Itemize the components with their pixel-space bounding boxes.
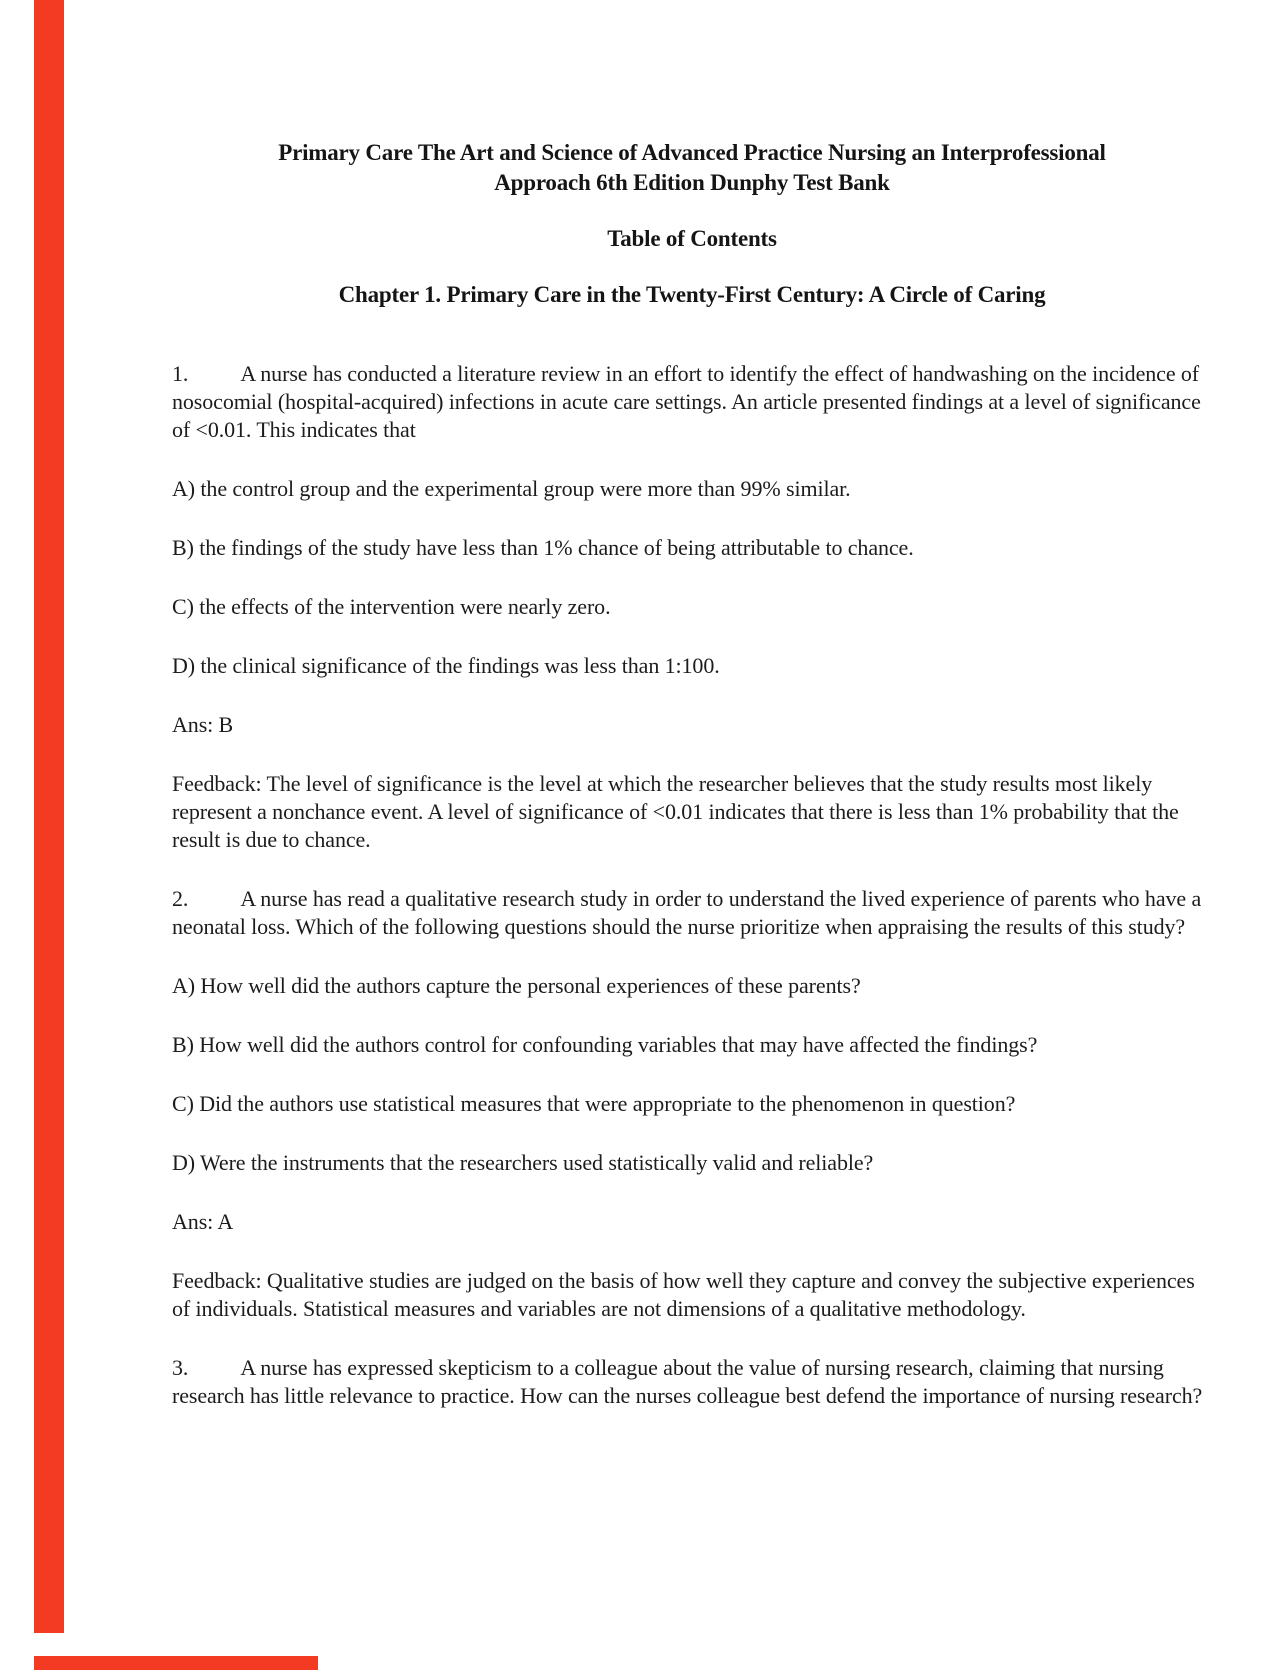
left-red-highlight-bar [34,0,64,1633]
document-title [172,138,1212,198]
question-2-option-b: B) How well did the authors control for confounding variables that may have affected the findings? [172,1032,1038,1057]
question-3-text: A nurse has expressed skepticism to a colleague about the value of nursing research, claiming that nursing research has little relevance to practice. How can the nurses colleague best defend the importance of nursing research? [172,1355,1203,1408]
document-title-line2: Approach 6th Edition Dunphy Test Bank [494,170,890,195]
bottom-red-highlight-bar [34,1656,318,1670]
chapter-heading: Chapter 1. Primary Care in the Twenty-First Century: A Circle of Caring [338,282,1046,307]
document-page [172,138,1212,1441]
question-1-feedback: Feedback: The level of significance is the level at which the researcher believes that the study results most likely represent a nonchance event. A level of significance of <0.01 indicates that there is less than 1% probability that the result is due to chance. [172,771,1179,852]
question-3-stem [172,1354,1212,1410]
question-1-answer: Ans: B [172,712,234,737]
question-2-stem [172,885,1212,941]
question-2-answer: Ans: A [172,1209,234,1234]
question-1-option-c: C) the effects of the intervention were nearly zero. [172,594,611,619]
document-title-line1: Primary Care The Art and Science of Advanced Practice Nursing an Interprofessional [278,140,1106,165]
question-1-text: A nurse has conducted a literature review in an effort to identify the effect of handwashing on the incidence of nosocomial (hospital-acquired) infections in acute care settings. An article presented findings at a level of significance of <0.01. This indicates that [172,361,1201,442]
question-1-number: 1. [172,361,189,386]
question-1-option-d: D) the clinical significance of the findings was less than 1:100. [172,653,720,678]
question-1-stem [172,360,1212,444]
question-2-option-c: C) Did the authors use statistical measures that were appropriate to the phenomenon in question? [172,1091,1016,1116]
question-2-option-d: D) Were the instruments that the researchers used statistically valid and reliable? [172,1150,874,1175]
table-of-contents-heading: Table of Contents [607,226,777,251]
question-2-option-a: A) How well did the authors capture the personal experiences of these parents? [172,973,861,998]
question-2-text: A nurse has read a qualitative research study in order to understand the lived experience of parents who have a neonatal loss. Which of the following questions should the nurse prioritize when appraising the results of this study? [172,886,1202,939]
question-1-option-b: B) the findings of the study have less than 1% chance of being attributable to chance. [172,535,914,560]
question-1-option-a: A) the control group and the experimental group were more than 99% similar. [172,476,851,501]
question-2-feedback: Feedback: Qualitative studies are judged on the basis of how well they capture and convey the subjective experiences of individuals. Statistical measures and variables are not dimensions of a qualitative methodology. [172,1268,1195,1321]
question-2-number: 2. [172,886,189,911]
question-3-number: 3. [172,1355,189,1380]
